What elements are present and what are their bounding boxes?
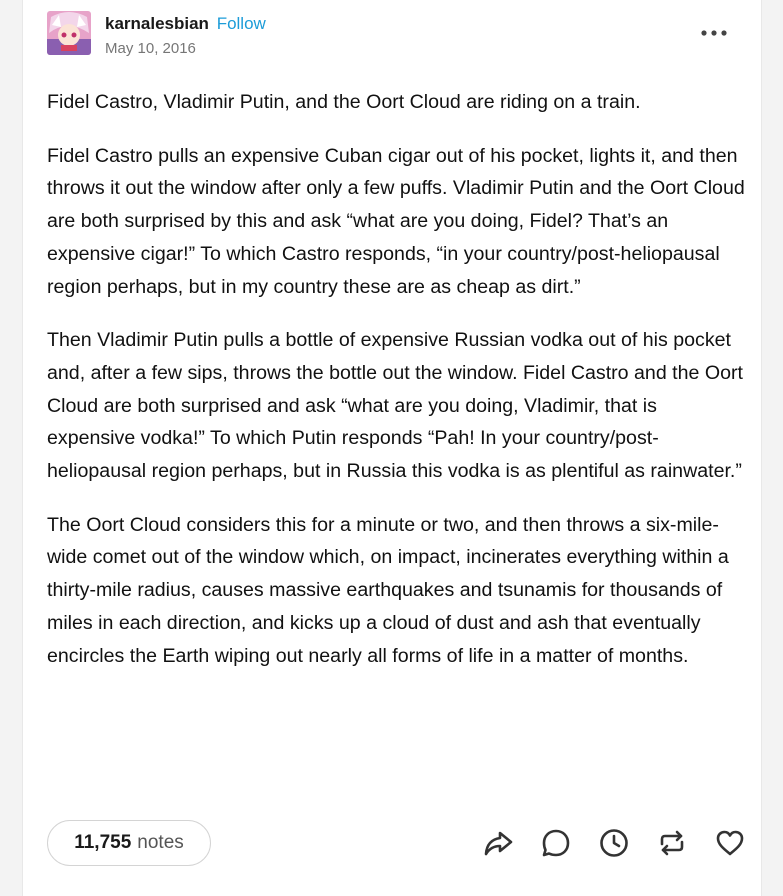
post-paragraph: Fidel Castro pulls an expensive Cuban cigar out of his pocket, lights it, and then throws it out the window after only a few puffs. Vladimir Putin and the Oort Cloud are both surprised by this and ask “what are you doing, Fidel? That’s an expensive cigar!” To which Castro responds, “in your country/post-heliopausal region perhaps, but in my country these are as cheap as dirt.” (47, 144, 745, 298)
username-link[interactable]: karnalesbian (105, 14, 209, 33)
reply-icon[interactable] (539, 826, 573, 860)
avatar-image-icon (47, 11, 91, 55)
reblog-icon[interactable] (655, 826, 689, 860)
post-header (47, 4, 737, 60)
post-card (22, 0, 762, 896)
notes-count: 11,755 (74, 832, 132, 853)
post-paragraph: The Oort Cloud considers this for a minute or two, and then throws a six-mile-wide comet out of the window which, on impact, incinerates everything within a thirty-mile radius, causes massive earthquakes and tsunamis for thousands of miles in each direction, and kicks up a cloud of dust and ash that eventually encircles the Earth wiping out nearly all forms of life in a matter of months. (47, 513, 729, 667)
more-options-icon[interactable] (699, 26, 729, 40)
post-date[interactable]: May 10, 2016 (105, 40, 196, 57)
post-paragraph: Fidel Castro, Vladimir Putin, and the Oort Cloud are riding on a train. (47, 91, 641, 113)
post-actions (481, 824, 747, 862)
avatar[interactable] (47, 11, 91, 55)
history-icon[interactable] (597, 826, 631, 860)
post-meta (105, 14, 266, 57)
notes-button[interactable] (47, 820, 211, 866)
post-paragraph: Then Vladimir Putin pulls a bottle of expensive Russian vodka out of his pocket and, after a few sips, throws the bottle out the window. Fidel Castro and the Oort Cloud are both surprised and ask “what are you doing, Vladimir, that is expensive vodka!” To which Putin responds “Pah! In your country/post-heliopausal region perhaps, but in Russia this vodka is as plentiful as rainwater.” (47, 329, 743, 483)
post-footer (47, 820, 747, 870)
share-icon[interactable] (481, 826, 515, 860)
heart-icon[interactable] (713, 826, 747, 860)
post-body (47, 86, 747, 693)
follow-button[interactable]: Follow (216, 14, 266, 33)
notes-label: notes (137, 832, 184, 853)
